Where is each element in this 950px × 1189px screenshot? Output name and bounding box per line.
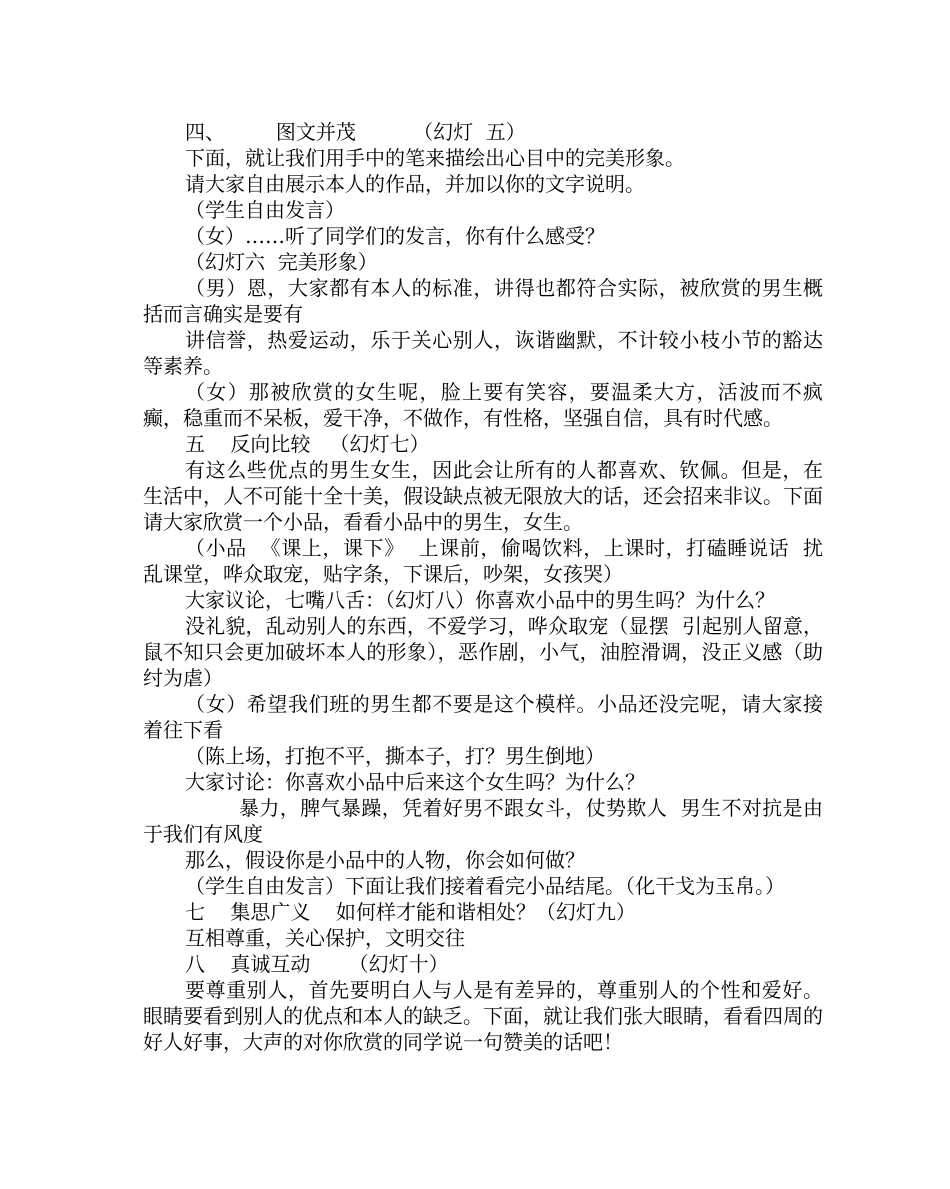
paragraph: 大家讨论：你喜欢小品中后来这个女生吗？为什么？ <box>185 770 645 794</box>
paragraph: 那么，假设你是小品中的人物，你会如何做？ <box>185 848 585 872</box>
paragraph: （女）……听了同学们的发言，你有什么感受？ <box>185 224 605 248</box>
paragraph: （小品 《课上，课下》 上课前，偷喝饮料，上课时，打磕睡说话 扰乱课堂，哗众取宠，贴字条，下课后，吵架，女孩哭） <box>143 536 823 586</box>
paragraph: （女）那被欣赏的女生呢，脸上要有笑容，要温柔大方，活波而不疯癫，稳重而不呆板，爱干净，不做作，有性格，坚强自信，具有时代感。 <box>143 380 823 430</box>
document-body <box>143 119 823 1055</box>
paragraph: 讲信誉，热爱运动，乐于关心别人，诙谐幽默，不计较小枝小节的豁达等素养。 <box>143 328 823 378</box>
paragraph: （幻灯六 完美形象） <box>185 250 378 274</box>
paragraph: 没礼貌，乱动别人的东西，不爱学习，哗众取宠（显摆 引起别人留意，鼠不知只会更加破坏本人的形象），恶作剧，小气，油腔滑调，没正义感（助纣为虐） <box>143 614 823 690</box>
section-heading-7: 七 集思广义 如何样才能和谐相处？（幻灯九） <box>185 900 636 924</box>
section-heading-8: 八 真诚互动 （幻灯十） <box>185 952 449 976</box>
section-heading-4: 四、 图文并茂 （幻灯 五） <box>185 120 526 144</box>
paragraph: （学生自由发言） <box>185 198 345 222</box>
paragraph: （男）恩，大家都有本人的标准，讲得也都符合实际，被欣赏的男生概括而言确实是要有 <box>143 276 823 326</box>
section-heading-5: 五 反向比较 （幻灯七） <box>185 432 430 456</box>
paragraph: 互相尊重，关心保护，文明交往 <box>185 926 465 950</box>
paragraph: （陈上场，打抱不平，撕本子，打？男生倒地） <box>185 744 605 768</box>
paragraph: （学生自由发言）下面让我们接着看完小品结尾。（化干戈为玉帛。） <box>185 874 785 898</box>
paragraph: 暴力，脾气暴躁，凭着好男不跟女斗，仗势欺人 男生不对抗是由于我们有风度 <box>143 796 824 846</box>
paragraph: 要尊重别人，首先要明白人与人是有差异的，尊重别人的个性和爱好。眼睛要看到别人的优点和本人的缺乏。下面，就让我们张大眼睛，看看四周的好人好事，大声的对你欣赏的同学说一句赞美的话吧！ <box>143 978 823 1054</box>
paragraph: 请大家自由展示本人的作品，并加以你的文字说明。 <box>185 172 645 196</box>
paragraph: 下面，就让我们用手中的笔来描绘出心目中的完美形象。 <box>185 146 685 170</box>
paragraph: （女）希望我们班的男生都不要是这个模样。小品还没完呢，请大家接着往下看 <box>143 692 823 742</box>
paragraph: 大家议论，七嘴八舌：（幻灯八）你喜欢小品中的男生吗？为什么？ <box>185 588 775 612</box>
paragraph: 有这么些优点的男生女生，因此会让所有的人都喜欢、钦佩。但是，在生活中，人不可能十全十美，假设缺点被无限放大的话，还会招来非议。下面请大家欣赏一个小品，看看小品中的男生，女生。 <box>143 458 823 534</box>
